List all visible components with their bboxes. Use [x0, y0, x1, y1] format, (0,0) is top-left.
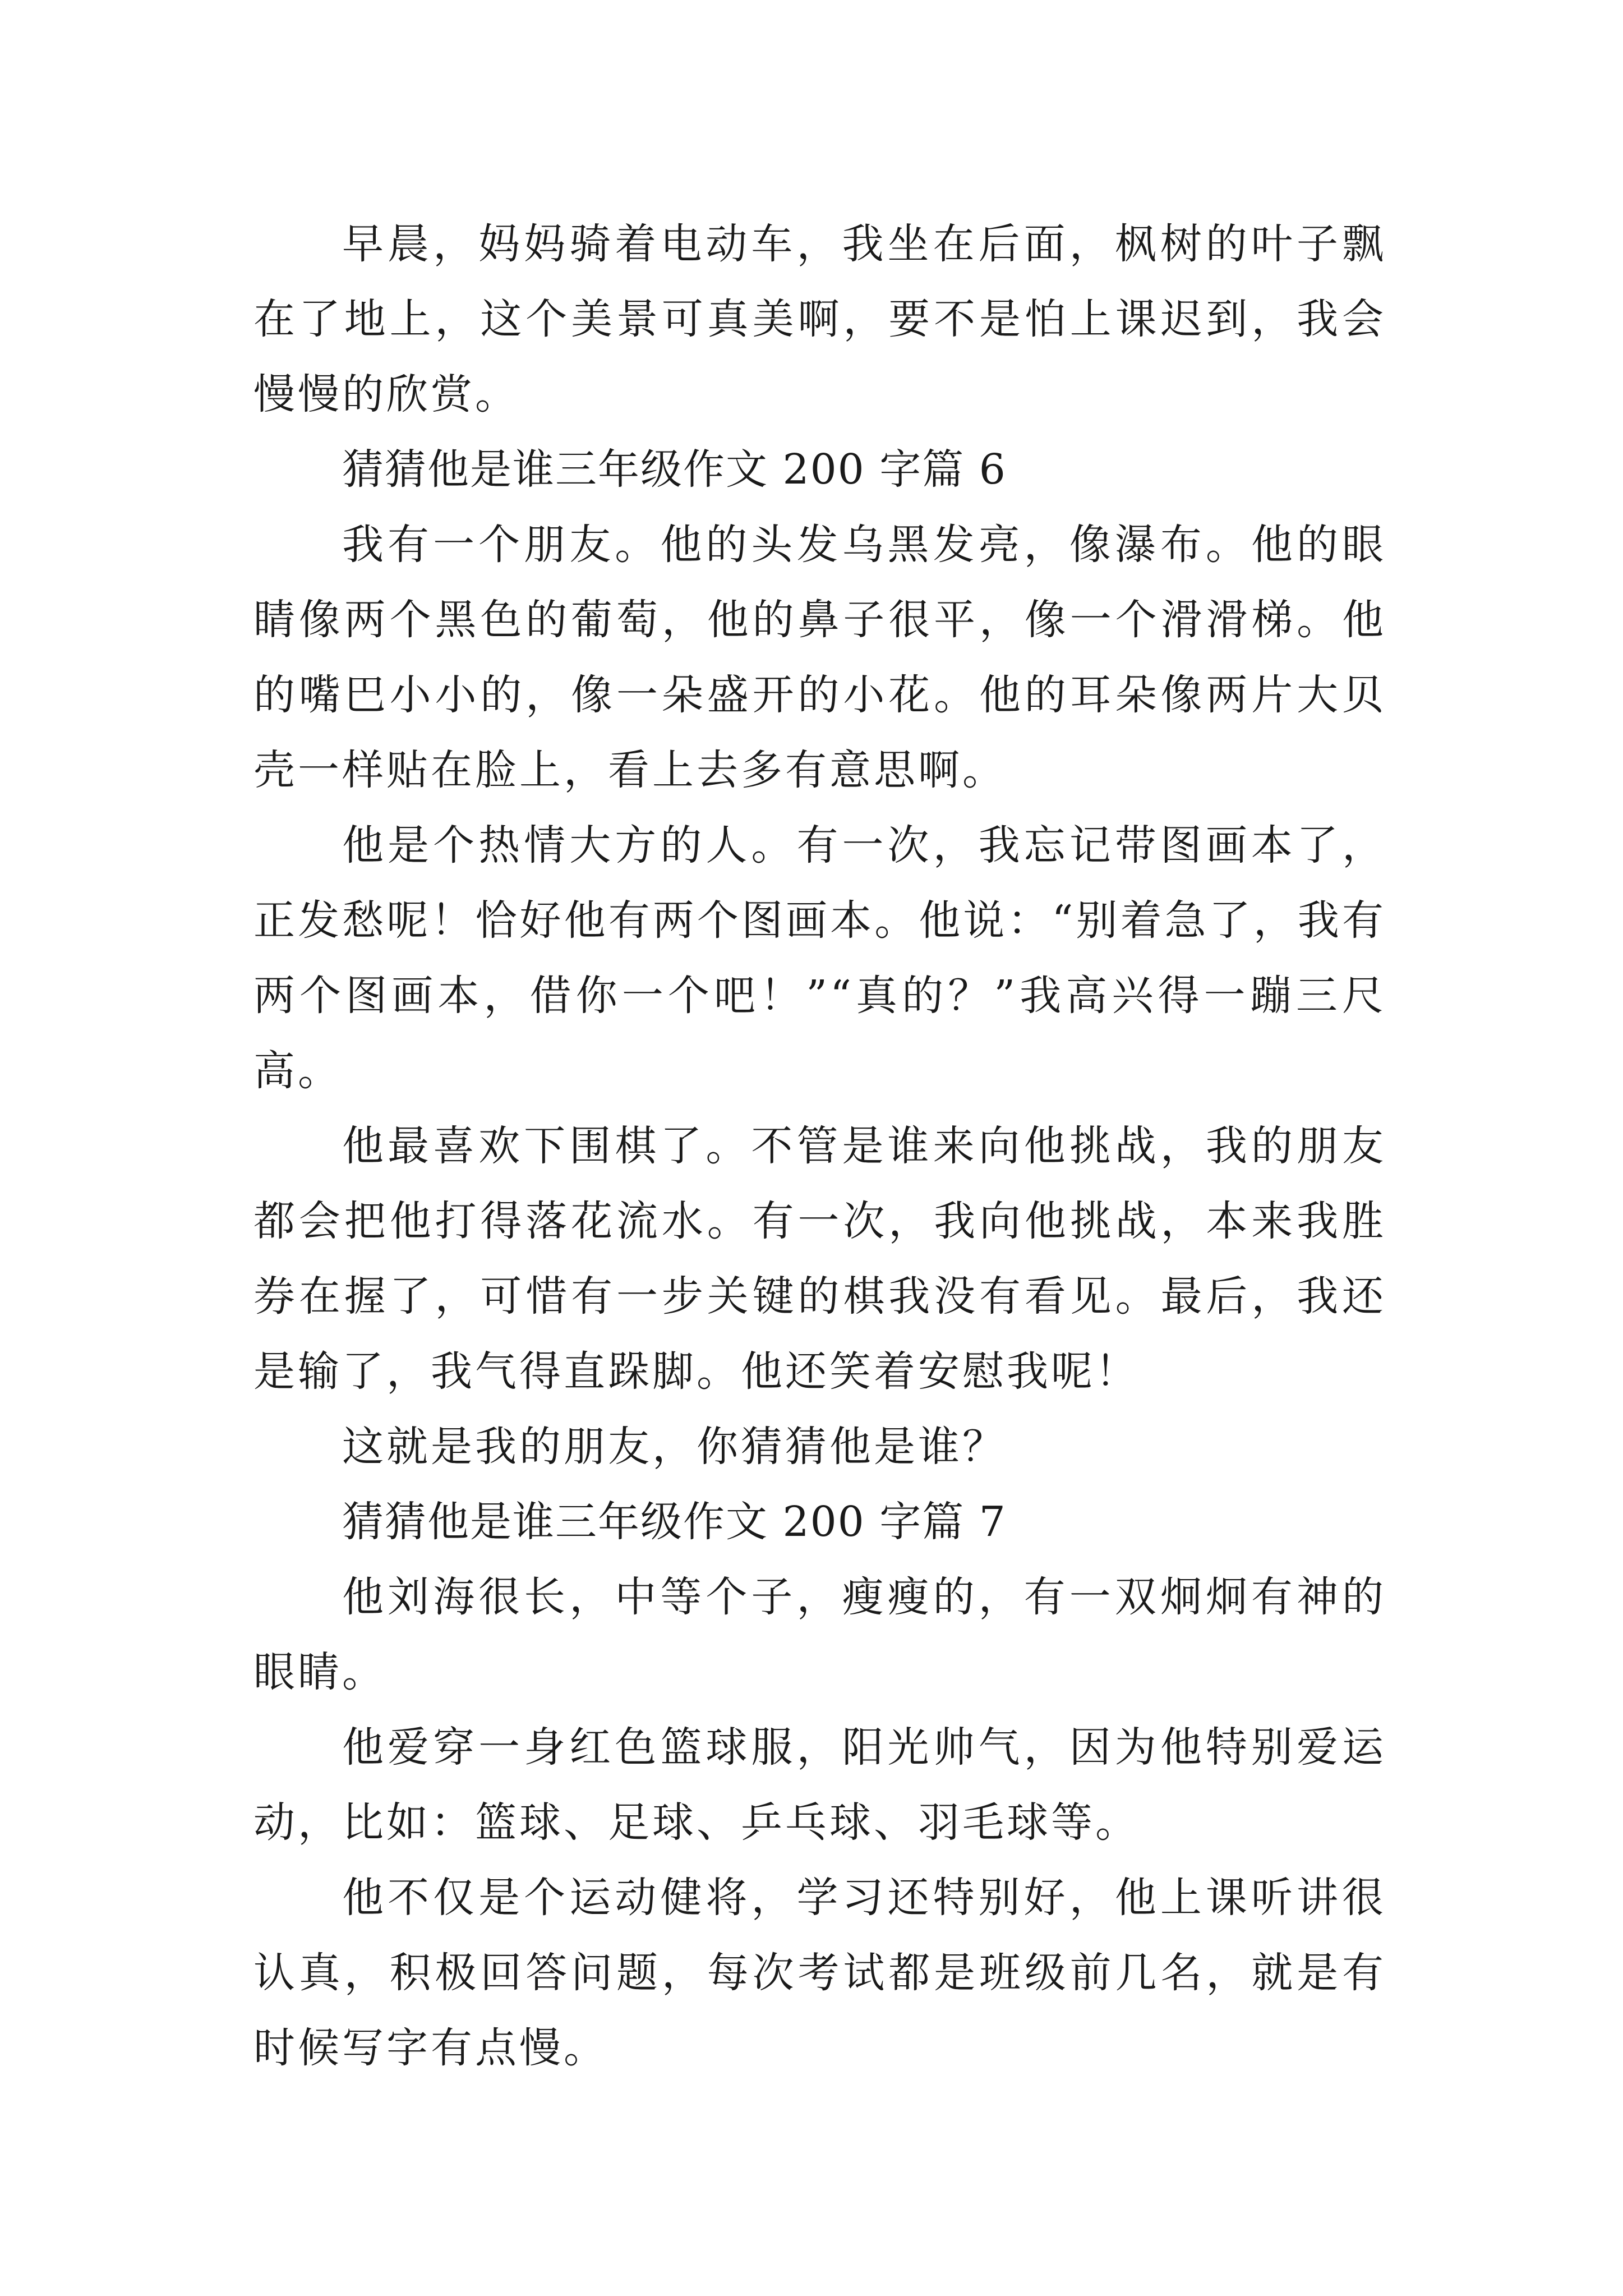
paragraph: 他刘海很长，中等个子，瘦瘦的，有一双炯炯有神的眼睛。	[253, 1573, 1386, 1696]
paragraph: 我有一个朋友。他的头发乌黑发亮，像瀑布。他的眼睛像两个黑色的葡萄，他的鼻子很平，像一个滑滑梯。他的嘴巴小小的，像一朵盛开的小花。他的耳朵像两片大贝壳一样贴在脸上，看上去多有意思啊。	[253, 521, 1386, 794]
section-heading: 猜猜他是谁三年级作文 200 字篇 6	[342, 445, 1007, 494]
paragraph: 他爱穿一身红色篮球服，阳光帅气，因为他特别爱运动，比如：篮球、足球、乒乓球、羽毛球等。	[253, 1723, 1386, 1847]
paragraph: 他不仅是个运动健将，学习还特别好，他上课听讲很认真，积极回答问题，每次考试都是班级前几名，就是有时候写字有点慢。	[253, 1874, 1386, 2072]
paragraph: 早晨，妈妈骑着电动车，我坐在后面，枫树的叶子飘在了地上，这个美景可真美啊，要不是怕上课迟到，我会慢慢的欣赏。	[253, 220, 1386, 418]
section-heading: 猜猜他是谁三年级作文 200 字篇 7	[342, 1498, 1007, 1546]
body-text	[253, 206, 1386, 2086]
paragraph: 他最喜欢下围棋了。不管是谁来向他挑战，我的朋友都会把他打得落花流水。有一次，我向他挑战，本来我胜券在握了，可惜有一步关键的棋我没有看见。最后，我还是输了，我气得直跺脚。他还笑着安慰我呢！	[253, 1122, 1386, 1396]
paragraph: 这就是我的朋友，你猜猜他是谁？	[342, 1423, 1007, 1471]
paragraph: 他是个热情大方的人。有一次，我忘记带图画本了，正发愁呢！恰好他有两个图画本。他说：“别着急了，我有两个图画本，借你一个吧！”“真的？”我高兴得一蹦三尺高。	[253, 821, 1386, 1095]
